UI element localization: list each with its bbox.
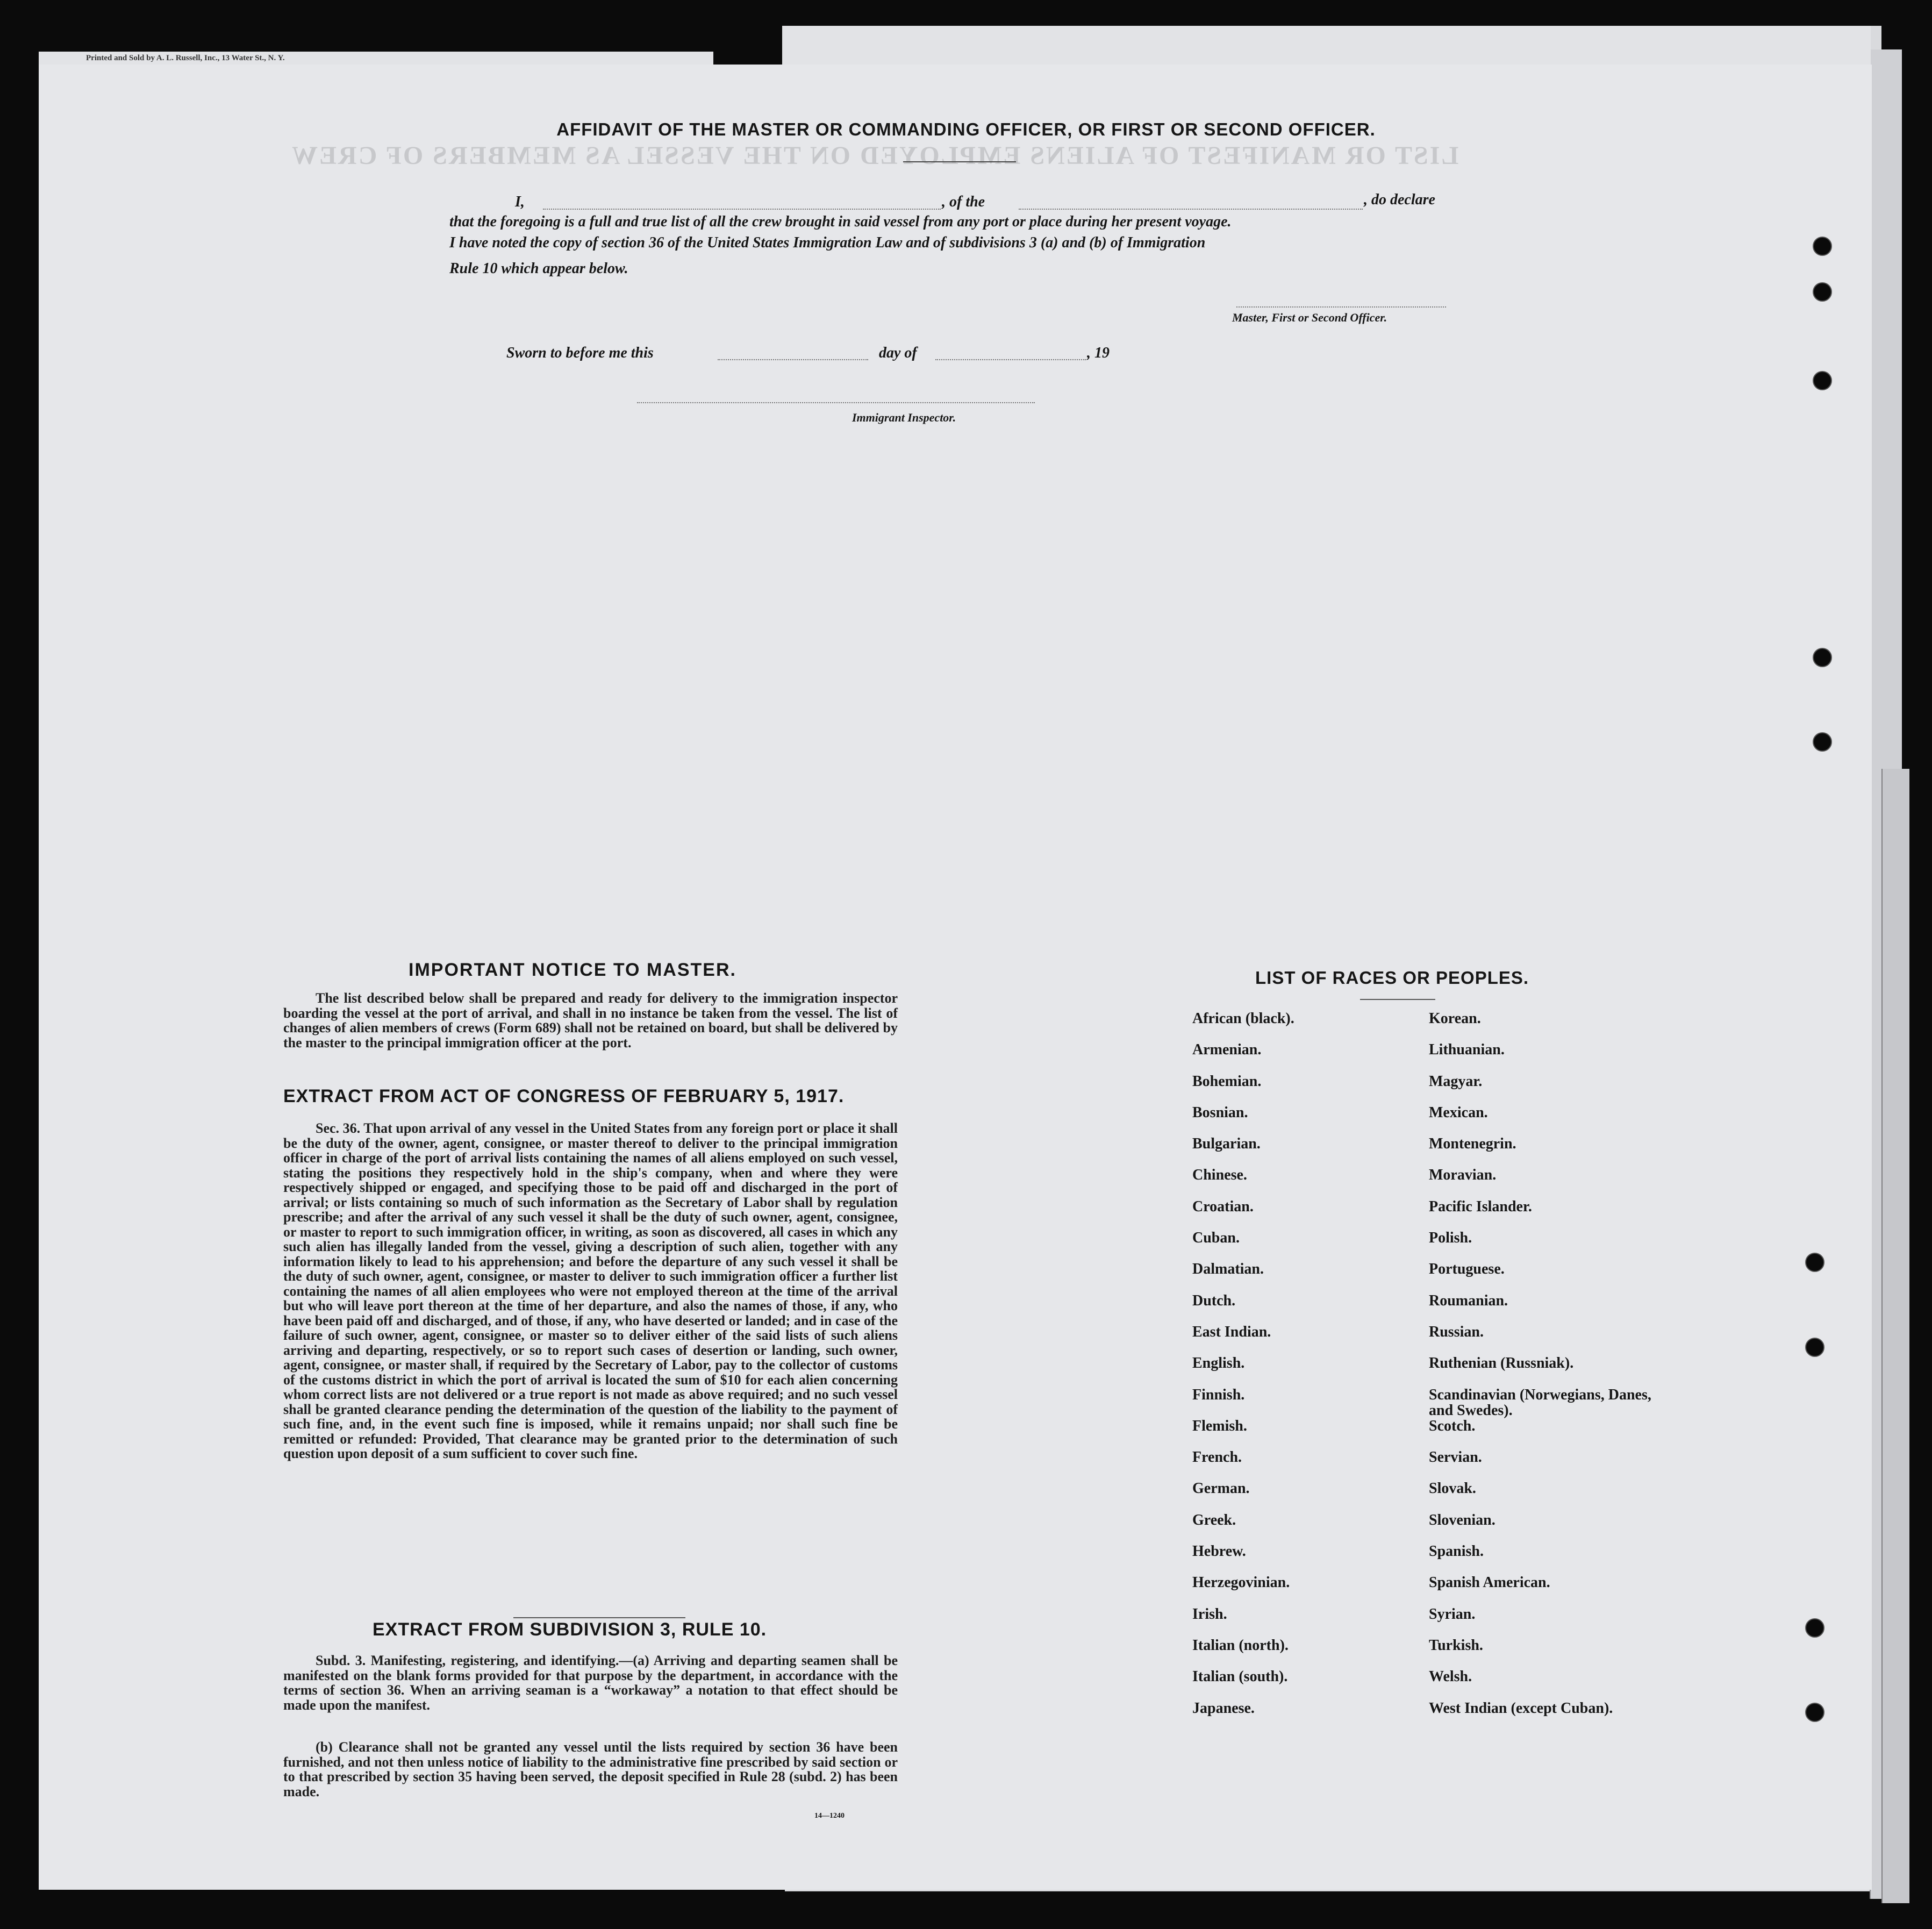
extract-act-title: EXTRACT FROM ACT OF CONGRESS OF FEBRUARY 5, 1917. xyxy=(283,1086,845,1106)
race-item: Dutch. xyxy=(1192,1292,1236,1309)
form-number: 14—1240 xyxy=(814,1812,845,1820)
section-rule xyxy=(513,1617,685,1618)
affidavit-title: AFFIDAVIT OF THE MASTER OR COMMANDING OFFICER, OR FIRST OR SECOND OFFICER. xyxy=(556,119,1376,139)
race-item: German. xyxy=(1192,1480,1250,1497)
printer-credit: Printed and Sold by A. L. Russell, Inc., 13 Water St., N. Y. xyxy=(86,54,285,62)
notice-text: The list described below shall be prepared and ready for delivery to the immigration inspector boarding the vessel at the port of arrival, and shall in no instance be taken from the vessel. The list of changes of alien members of crews (Form 689) shall not be retained on board, but shall be delivered by the master to the principal immigration officer at the port. xyxy=(283,990,898,1051)
binder-hole xyxy=(1813,237,1832,256)
race-item: Flemish. xyxy=(1192,1417,1247,1434)
race-item: Irish. xyxy=(1192,1605,1227,1623)
race-item: African (black). xyxy=(1192,1010,1294,1027)
race-item: Spanish American. xyxy=(1429,1574,1550,1591)
binder-hole xyxy=(1805,1253,1824,1272)
race-item: West Indian (except Cuban). xyxy=(1429,1699,1613,1717)
race-item: Polish. xyxy=(1429,1230,1472,1247)
binder-hole xyxy=(1805,1703,1824,1722)
race-item: Chinese. xyxy=(1192,1167,1247,1184)
race-item: English. xyxy=(1192,1355,1245,1372)
races-right-column xyxy=(1429,1011,1676,1732)
race-item: Finnish. xyxy=(1192,1386,1245,1403)
race-item: Roumanian. xyxy=(1429,1292,1508,1309)
race-item: Servian. xyxy=(1429,1449,1482,1466)
title-rule xyxy=(903,161,1016,162)
races-left-column xyxy=(1192,1011,1440,1732)
race-item: Russian. xyxy=(1429,1323,1484,1340)
affidavit-line1-of: , of the xyxy=(942,194,985,210)
race-item: East Indian. xyxy=(1192,1323,1271,1340)
race-item: Herzegovinian. xyxy=(1192,1574,1290,1591)
affidavit-line1-i: I, xyxy=(515,194,525,210)
binder-hole xyxy=(1813,371,1832,390)
race-item: Bohemian. xyxy=(1192,1073,1262,1090)
binder-hole xyxy=(1813,282,1832,302)
race-item: Scotch. xyxy=(1429,1417,1476,1434)
race-item: Cuban. xyxy=(1192,1230,1240,1247)
race-item: Scandinavian (Norwegians, Danes, and Swedes). xyxy=(1429,1386,1651,1419)
race-item: Spanish. xyxy=(1429,1543,1484,1560)
race-item: Japanese. xyxy=(1192,1699,1255,1717)
race-item: Bosnian. xyxy=(1192,1104,1248,1121)
bleed-through-text: LIST OR MANIFEST OF ALIENS EMPLOYED ON THE VESSEL AS MEMBERS OF CREW xyxy=(290,141,1459,170)
name-blank[interactable] xyxy=(543,209,941,210)
extract-rule-text-a: Subd. 3. Manifesting, registering, and identifying.—(a) Arriving and departing seamen shall be manifested on the blank forms provided for that purpose by the department, in accordance with the terms of section 36. When an arriving seaman is a “workaway” a notation to that effect should be made upon the manifest. xyxy=(283,1653,898,1713)
race-item: Bulgarian. xyxy=(1192,1135,1261,1153)
race-item: Moravian. xyxy=(1429,1167,1497,1184)
race-item: Dalmatian. xyxy=(1192,1261,1264,1278)
inspector-signature-label: Immigrant Inspector. xyxy=(852,411,956,424)
race-item: French. xyxy=(1192,1449,1242,1466)
affidavit-line4: Rule 10 which appear below. xyxy=(449,260,628,277)
race-item: Welsh. xyxy=(1429,1668,1472,1685)
race-item: Italian (north). xyxy=(1192,1637,1289,1654)
race-item: Montenegrin. xyxy=(1429,1135,1516,1153)
affidavit-line3: I have noted the copy of section 36 of the United States Immigration Law and of subdivisions 3 (a) and (b) of Immigration xyxy=(449,234,1206,251)
binder-hole xyxy=(1813,732,1832,752)
race-item: Armenian. xyxy=(1192,1041,1262,1059)
affidavit-line1-declare: , do declare xyxy=(1364,191,1435,208)
sworn-year: , 19 xyxy=(1087,345,1110,361)
race-item: Slovak. xyxy=(1429,1480,1476,1497)
race-item: Magyar. xyxy=(1429,1073,1483,1090)
races-title: LIST OF RACES OR PEOPLES. xyxy=(1255,968,1529,988)
day-blank[interactable] xyxy=(718,359,868,360)
race-item: Turkish. xyxy=(1429,1637,1483,1654)
binder-hole xyxy=(1813,648,1832,667)
race-item: Hebrew. xyxy=(1192,1543,1246,1560)
officer-signature-blank[interactable] xyxy=(1236,306,1446,308)
race-item: Italian (south). xyxy=(1192,1668,1288,1685)
race-item: Lithuanian. xyxy=(1429,1041,1505,1059)
race-item: Syrian. xyxy=(1429,1605,1476,1623)
extract-act-text: Sec. 36. That upon arrival of any vessel in the United States from any foreign port or place it shall be the duty of the owner, agent, consignee, or master thereof to deliver to the principal immigration officer in charge of the port of arrival lists containing the names of all aliens employed on such vessel, stating the positions they respectively hold in the ship's company, when and where they were respectively shipped or engaged, and specifying those to be paid off and discharged in the port of arrival; or lists containing so much of such information as the Secretary of Labor shall by regulation prescribe; and after the arrival of any such vessel it shall be the duty of such owner, agent, consignee, or master to report to such immigration officer, in writing, as soon as discovered, all cases in which any such alien has illegally landed from the vessel, giving a description of such alien, together with any information likely to lead to his apprehension; and before the departure of any such vessel it shall be the duty of such owner, agent, consignee, or master to deliver to such immigration officer a further list containing the names of all alien employees who were not employed thereon at the time of the arrival but who will leave port thereon at the time of her departure, and also the names of those, if any, who have been paid off and discharged, and of those, if any, who have deserted or landed; and in case of the failure of such owner, agent, consignee, or master so to deliver either of the said lists of such aliens arriving and departing, respectively, or so to report such cases of desertion or landing, such owner, agent, consignee, or master shall, if required by the Secretary of Labor, pay to the collector of customs of the customs district in which the port of arrival is located the sum of $10 for each alien concerning whom correct lists are not delivered or a true report is not made as above required; and no such vessel shall be granted clearance pending the determination of the question of the liability to the payment of such fine, and, in the event such fine is imposed, while it remains unpaid; nor shall such fine be remitted or refunded: Provided, That clearance may be granted prior to the determination of such question upon deposit of a sum sufficient to cover such fine. xyxy=(283,1120,898,1461)
races-rule xyxy=(1360,999,1435,1000)
race-item: Ruthenian (Russniak). xyxy=(1429,1355,1574,1372)
race-item: Mexican. xyxy=(1429,1104,1488,1121)
page-edge-strip-lower xyxy=(1881,769,1909,1903)
binder-hole xyxy=(1805,1618,1824,1638)
binder-hole xyxy=(1805,1338,1824,1357)
officer-signature-label: Master, First or Second Officer. xyxy=(1232,311,1387,324)
inspector-signature-blank[interactable] xyxy=(637,402,1035,403)
vessel-blank[interactable] xyxy=(1019,209,1363,210)
race-item: Portuguese. xyxy=(1429,1261,1505,1278)
sworn-day-of: day of xyxy=(879,345,917,361)
race-item: Pacific Islander. xyxy=(1429,1198,1532,1215)
extract-rule-text-b: (b) Clearance shall not be granted any vessel until the lists required by section 36 have been furnished, and not then unless notice of liability to the administrative fine prescribed by said section or to that prescribed by section 35 having been served, the deposit specified in Rule 28 (subd. 2) has been made. xyxy=(283,1739,898,1799)
notice-title: IMPORTANT NOTICE TO MASTER. xyxy=(409,960,736,980)
race-item: Slovenian. xyxy=(1429,1511,1495,1528)
race-item: Greek. xyxy=(1192,1511,1236,1528)
extract-rule-title: EXTRACT FROM SUBDIVISION 3, RULE 10. xyxy=(373,1619,767,1640)
race-item: Korean. xyxy=(1429,1010,1481,1027)
month-blank[interactable] xyxy=(935,359,1086,360)
sworn-text: Sworn to before me this xyxy=(506,345,654,361)
race-item: Croatian. xyxy=(1192,1198,1254,1215)
affidavit-line2: that the foregoing is a full and true list of all the crew brought in said vessel from any port or place during her present voyage. xyxy=(449,213,1232,230)
